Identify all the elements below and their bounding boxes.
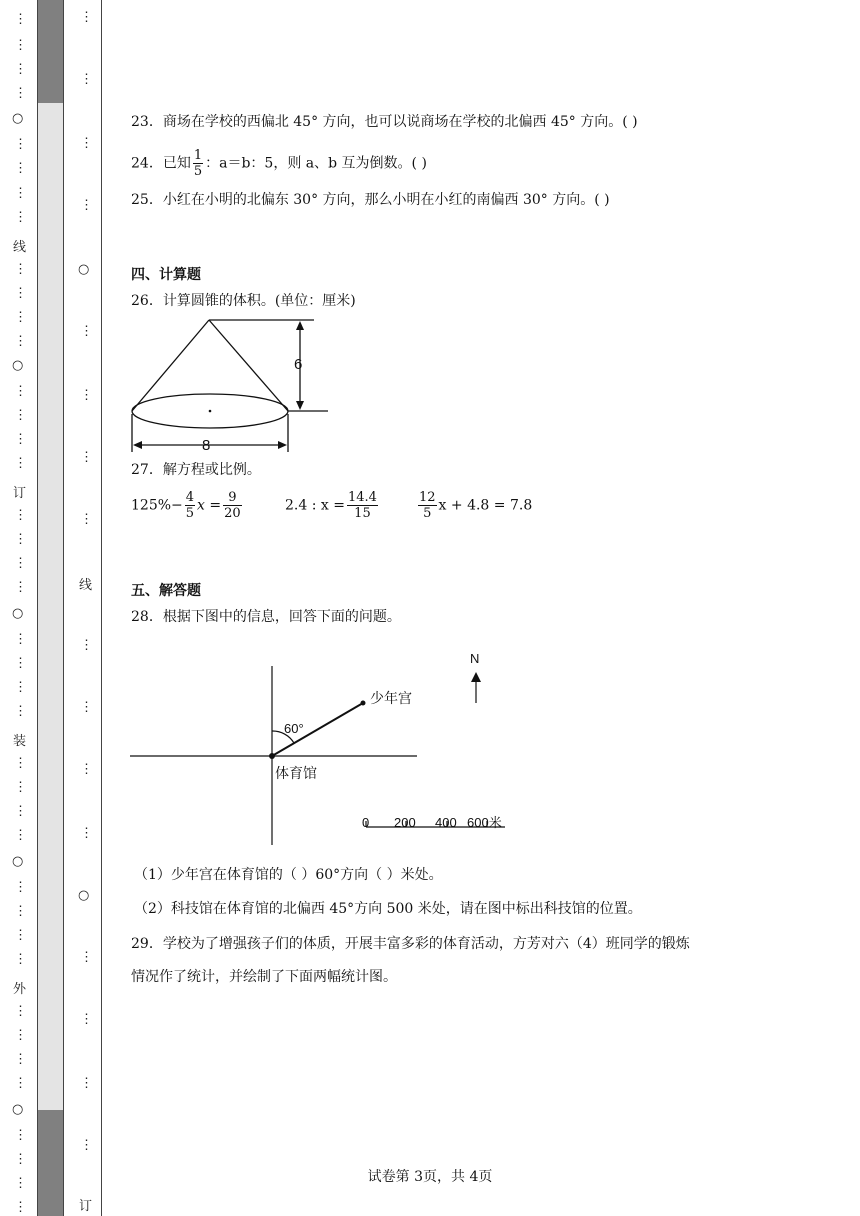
margin-gray-band-top (38, 0, 63, 103)
margin-circle: ○ (12, 358, 24, 373)
margin-dots: ⋮ (14, 1128, 27, 1143)
palace-label: 少年宫 (370, 690, 412, 706)
margin-dots: ⋮ (14, 556, 27, 571)
margin-dots: ⋮ (80, 72, 93, 87)
equation-2-part-a: 2.4 : x = (285, 497, 345, 514)
margin-dots: ⋮ (14, 1176, 27, 1191)
margin-label: 订 (13, 486, 27, 501)
margin-dots: ⋮ (14, 137, 27, 152)
margin-dots: ⋮ (14, 804, 27, 819)
margin-dots: ⋮ (14, 334, 27, 349)
margin-label: 线 (79, 578, 93, 593)
margin-dots: ⋮ (14, 880, 27, 895)
cone-center-point (209, 410, 212, 413)
margin-dots: ⋮ (14, 1028, 27, 1043)
cone-right-slant (209, 320, 288, 411)
angle-label: 60° (284, 721, 304, 736)
margin-dots: ⋮ (80, 388, 93, 403)
cone-diameter-label: 8 (202, 437, 211, 454)
margin-circle: ○ (12, 1102, 24, 1117)
margin-dots: ⋮ (14, 456, 27, 471)
margin-dots: ⋮ (14, 161, 27, 176)
margin-dots: ⋮ (80, 324, 93, 339)
margin-border-content (101, 0, 102, 1216)
margin-dots: ⋮ (14, 62, 27, 77)
margin-label: 装 (13, 734, 27, 749)
cone-diagram (126, 316, 336, 456)
margin-light-band (38, 103, 63, 1110)
margin-dots: ⋮ (14, 1152, 27, 1167)
margin-dots: ⋮ (80, 198, 93, 213)
gym-label: 体育馆 (275, 765, 317, 781)
question-25: 25．小红在小明的北偏东 30° 方向，那么小明在小红的南偏西 30° 方向。( ) (131, 192, 610, 208)
cone-height-label: 6 (294, 356, 303, 373)
margin-label: 外 (13, 982, 27, 997)
equation-2-fraction: $\frac{14.4}{15}$ (347, 490, 377, 521)
fraction-one-fifth: $\frac{1}{5}$ (193, 148, 203, 179)
question-29-line-1: 29．学校为了增强孩子们的体质，开展丰富多彩的体育活动，方芳对六（4）班同学的锻炼 (131, 936, 690, 952)
margin-dots: ⋮ (14, 210, 27, 225)
diameter-arrow-left (133, 441, 142, 449)
margin-dots: ⋮ (14, 632, 27, 647)
question-24-prefix: 24．已知 (131, 155, 191, 172)
margin-border-inner (63, 0, 64, 1216)
margin-dots: ⋮ (14, 262, 27, 277)
question-28: 28．根据下图中的信息，回答下面的问题。 (131, 609, 401, 625)
equation-1 (131, 490, 244, 521)
scale-label-400: 400 (435, 815, 457, 830)
margin-dots: ⋮ (14, 828, 27, 843)
question-26: 26．计算圆锥的体积。(单位：厘米) (131, 293, 356, 309)
margin-dots: ⋮ (14, 580, 27, 595)
margin-dots: ⋮ (80, 512, 93, 527)
margin-label: 订 (79, 1199, 93, 1214)
equation-3-fraction: $\frac{12}{5}$ (419, 490, 436, 521)
height-arrow-up (296, 321, 304, 330)
margin-dots: ⋮ (14, 408, 27, 423)
gym-point (269, 753, 275, 759)
margin-dots: ⋮ (14, 508, 27, 523)
margin-dots: ⋮ (14, 38, 27, 53)
margin-label: 线 (13, 240, 27, 255)
margin-circle: ○ (12, 111, 24, 126)
question-23: 23．商场在学校的西偏北 45° 方向，也可以说商场在学校的北偏西 45° 方向。( ) (131, 114, 638, 130)
margin-dots: ⋮ (14, 186, 27, 201)
equation-1-part-a: 125%− (131, 497, 183, 514)
margin-dots: ⋮ (80, 826, 93, 841)
palace-point (361, 701, 366, 706)
margin-circle: ○ (12, 606, 24, 621)
margin-dots: ⋮ (14, 952, 27, 967)
margin-dots: ⋮ (80, 638, 93, 653)
scale-label-200: 200 (394, 815, 416, 830)
section-5-title: 五、解答题 (131, 583, 201, 599)
margin-dots: ⋮ (14, 1200, 27, 1215)
margin-dots: ⋮ (80, 1138, 93, 1153)
north-arrow-head (471, 672, 481, 682)
margin-gray-band-bottom (38, 1110, 63, 1216)
equation-1-part-b: x = (197, 497, 222, 514)
margin-dots: ⋮ (80, 450, 93, 465)
equation-1-fraction-1: $\frac{4}{5}$ (185, 490, 195, 521)
equation-3 (416, 490, 532, 521)
section-4-title: 四、计算题 (131, 267, 201, 283)
margin-dots: ⋮ (14, 704, 27, 719)
margin-dots: ⋮ (14, 86, 27, 101)
equation-1-fraction-2: $\frac{9}{20}$ (224, 490, 241, 521)
north-label: N (470, 651, 480, 666)
margin-dots: ⋮ (14, 928, 27, 943)
margin-dots: ⋮ (14, 680, 27, 695)
margin-circle: ○ (78, 262, 90, 277)
margin-dots: ⋮ (14, 12, 27, 27)
margin-dots: ⋮ (14, 904, 27, 919)
question-29-line-2: 情况作了统计，并绘制了下面两幅统计图。 (131, 969, 397, 985)
margin-dots: ⋮ (14, 1076, 27, 1091)
scale-label-0: 0 (362, 815, 370, 830)
margin-dots: ⋮ (14, 286, 27, 301)
page-footer: 试卷第 3页，共 4页 (367, 1169, 493, 1185)
margin-dots: ⋮ (14, 432, 27, 447)
margin-dots: ⋮ (80, 136, 93, 151)
margin-dots: ⋮ (80, 1076, 93, 1091)
question-28-part-2: （2）科技馆在体育馆的北偏西 45°方向 500 米处，请在图中标出科技馆的位置。 (134, 901, 642, 917)
margin-dots: ⋮ (14, 780, 27, 795)
scale-label-600: 600米 (467, 815, 502, 830)
margin-dots: ⋮ (14, 756, 27, 771)
margin-dots: ⋮ (14, 1004, 27, 1019)
margin-dots: ⋮ (14, 532, 27, 547)
direction-diagram (126, 645, 526, 850)
diameter-arrow-right (278, 441, 287, 449)
margin-dots: ⋮ (80, 700, 93, 715)
margin-dots: ⋮ (80, 1012, 93, 1027)
margin-dots: ⋮ (14, 310, 27, 325)
margin-dots: ⋮ (80, 950, 93, 965)
question-27: 27．解方程或比例。 (131, 462, 261, 478)
margin-dots: ⋮ (14, 656, 27, 671)
margin-dots: ⋮ (14, 384, 27, 399)
cone-left-slant (132, 320, 209, 411)
equation-3-part-b: x + 4.8 = 7.8 (438, 497, 533, 514)
height-arrow-down (296, 401, 304, 410)
question-24 (131, 148, 427, 179)
equation-2 (285, 490, 380, 521)
margin-dots: ⋮ (80, 10, 93, 25)
question-28-part-1: （1）少年宫在体育馆的（ ）60°方向（ ）米处。 (134, 867, 443, 883)
margin-dots: ⋮ (14, 1052, 27, 1067)
question-24-suffix: ：a＝b：5，则 a、b 互为倒数。( ) (205, 155, 427, 172)
margin-circle: ○ (12, 854, 24, 869)
margin-circle: ○ (78, 888, 90, 903)
margin-dots: ⋮ (80, 762, 93, 777)
